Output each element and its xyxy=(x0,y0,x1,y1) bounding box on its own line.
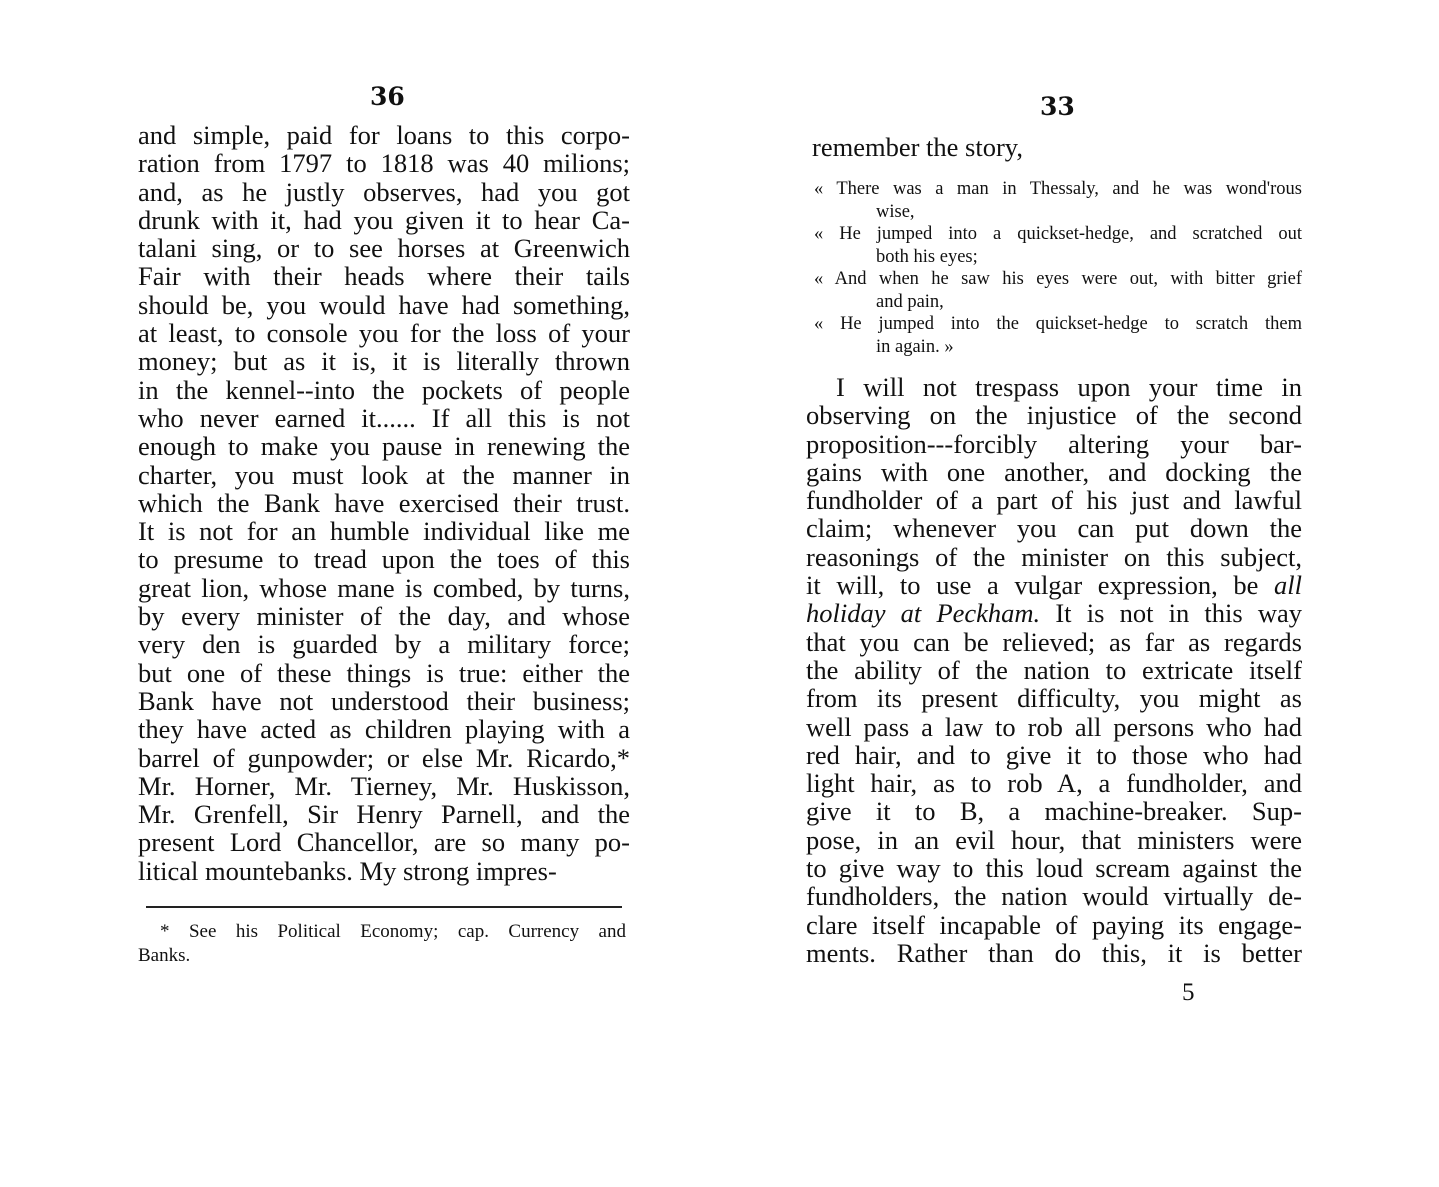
text-line: in the kennel--into the pockets of people xyxy=(138,374,630,405)
text-line: they have acted as children playing with a xyxy=(138,714,630,745)
text-line: fundholders, the nation would virtually de- xyxy=(806,881,1302,912)
text-line: at least, to console you for the loss of your xyxy=(138,318,630,349)
left-page-body xyxy=(138,121,630,885)
poem-verse xyxy=(814,313,1302,358)
text-line: but one of these things is true: either the xyxy=(138,657,630,688)
text-line: I will not trespass upon your time in xyxy=(836,372,1302,402)
text-line: and, as he justly observes, had you got xyxy=(138,176,630,207)
text-line: ments. Rather than do this, it is better xyxy=(806,937,1302,968)
text-line: to give way to this loud scream against the xyxy=(806,853,1302,884)
text-line: give it to B, a machine-breaker. Sup- xyxy=(806,796,1302,827)
text-line: reasonings of the minister on this subject, xyxy=(806,541,1302,572)
text-line: red hair, and to give it to those who had xyxy=(806,739,1302,770)
text-line: litical mountebanks. My strong impres- xyxy=(138,855,557,886)
text-line: to presume to tread upon the toes of this xyxy=(138,544,630,575)
text-line: clare itself incapable of paying its engage- xyxy=(806,909,1302,940)
text-line: money; but as it is, it is literally thrown xyxy=(138,346,630,377)
text-line: barrel of gunpowder; or else Mr. Ricardo,* xyxy=(138,742,630,773)
text-line: charter, you must look at the manner in xyxy=(138,459,630,490)
text-line: and simple, paid for loans to this corpo- xyxy=(138,120,630,150)
text-line: Mr. Horner, Mr. Tierney, Mr. Huskisson, xyxy=(138,770,630,801)
text-line: It is not for an humble individual like me xyxy=(138,516,630,547)
text-line: fundholder of a part of his just and lawful xyxy=(806,485,1302,516)
poem-line: « And when he saw his eyes were out, with bitter grief xyxy=(814,269,1302,289)
italic-phrase: all xyxy=(1274,570,1302,601)
text-line: light hair, as to rob A, a fundholder, and xyxy=(806,768,1302,799)
text-line: talani sing, or to see horses at Greenwich xyxy=(138,233,630,264)
poem-line-continuation: both his eyes; xyxy=(876,246,978,267)
page-number-right: 33 xyxy=(1040,92,1075,121)
text-line: claim; whenever you can put down the xyxy=(806,513,1302,544)
text-line: gains with one another, and docking the xyxy=(806,456,1302,487)
text-line: Fair with their heads where their tails xyxy=(138,261,630,292)
footnote-divider xyxy=(146,906,622,908)
text-line: very den is guarded by a military force; xyxy=(138,629,630,660)
footnote xyxy=(138,920,626,968)
signature-mark: 5 xyxy=(1182,979,1195,1006)
text-line: Bank have not understood their business; xyxy=(138,685,630,716)
right-page-body xyxy=(806,373,1302,967)
poem-line: « He jumped into a quickset-hedge, and scratched out xyxy=(814,224,1302,244)
text-line: enough to make you pause in renewing the xyxy=(138,431,630,462)
text-line: should be, you would have had something, xyxy=(138,289,630,320)
text-line: from its present difficulty, you might as xyxy=(806,683,1302,714)
poem-verse xyxy=(814,223,1302,268)
text-line: well pass a law to rob all persons who had xyxy=(806,711,1302,742)
text-line: Mr. Grenfell, Sir Henry Parnell, and the xyxy=(138,799,630,830)
poem-line-continuation: wise, xyxy=(876,201,915,222)
text-line: present Lord Chancellor, are so many po- xyxy=(138,827,630,858)
footnote-line: Banks. xyxy=(138,945,191,966)
italic-phrase: holiday at Peckham. xyxy=(806,598,1041,629)
poem-verse xyxy=(814,268,1302,313)
text-line: pose, in an evil hour, that ministers were xyxy=(806,824,1302,855)
text-line: great lion, whose mane is combed, by turns, xyxy=(138,572,630,603)
poem-quote xyxy=(814,178,1302,358)
text-line: holiday at Peckham. It is not in this way xyxy=(806,598,1302,629)
text-line: which the Bank have exercised their trust. xyxy=(138,487,630,518)
poem-line: « He jumped into the quickset-hedge to scratch them xyxy=(814,314,1302,334)
text-line: proposition---forcibly altering your bar- xyxy=(806,428,1302,459)
text-line: that you can be relieved; as far as regards xyxy=(806,626,1302,657)
text-line: it will, to use a vulgar expression, be all xyxy=(806,570,1302,601)
text-line: by every minister of the day, and whose xyxy=(138,601,630,632)
poem-line-continuation: and pain, xyxy=(876,291,944,312)
text-line: ration from 1797 to 1818 was 40 milions; xyxy=(138,148,630,179)
poem-line-continuation: in again. » xyxy=(876,336,954,357)
story-intro: remember the story, xyxy=(812,132,1023,162)
text-line: the ability of the nation to extricate itself xyxy=(806,654,1302,685)
poem-verse xyxy=(814,178,1302,223)
poem-line: « There was a man in Thessaly, and he was wond'rous xyxy=(814,179,1302,199)
footnote-line: * See his Political Economy; cap. Currency and xyxy=(160,921,626,942)
page-number-left: 36 xyxy=(370,82,405,111)
text-line: observing on the injustice of the second xyxy=(806,400,1302,431)
text-line: who never earned it...... If all this is not xyxy=(138,402,630,433)
text-line: drunk with it, had you given it to hear Ca- xyxy=(138,204,630,235)
